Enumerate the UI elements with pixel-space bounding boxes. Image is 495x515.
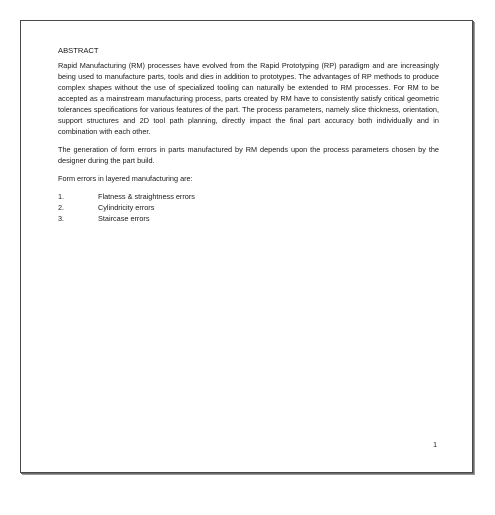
abstract-heading: ABSTRACT bbox=[58, 46, 99, 55]
form-errors-list bbox=[58, 191, 439, 224]
document-page bbox=[20, 20, 473, 473]
list-item-text: Staircase errors bbox=[98, 214, 150, 223]
page-content bbox=[58, 45, 439, 224]
list-item bbox=[58, 191, 439, 202]
list-item bbox=[58, 213, 439, 224]
list-item-text: Cylindricity errors bbox=[98, 203, 155, 212]
abstract-paragraph-2: The generation of form errors in parts manufactured by RM depends upon the process parameters chosen by the designer during the part build. bbox=[58, 145, 439, 165]
abstract-paragraph-1: Rapid Manufacturing (RM) processes have evolved from the Rapid Prototyping (RP) paradigm and are increasingly being used to manufacture parts, tools and dies in addition to prototypes. The advantages of RP methods to produce complex shapes without the use of specialized tooling can naturally be extended to RM processes. For RM to be accepted as a mainstream manufacturing process, parts created by RM have to consistently satisfy critical geometric tolerances specifications for various features of the part. The process parameters, namely slice thickness, orientation, support structures and 2D tool path planning, directly impact the final part accuracy both individually and in combination with each other. bbox=[58, 61, 439, 136]
abstract-paragraph-3: Form errors in layered manufacturing are: bbox=[58, 174, 193, 183]
page-number: 1 bbox=[433, 442, 437, 449]
list-item-number: 2. bbox=[58, 203, 65, 212]
list-item-text: Flatness & straightness errors bbox=[98, 192, 195, 201]
list-item-number: 1. bbox=[58, 192, 65, 201]
list-item-number: 3. bbox=[58, 214, 65, 223]
list-item bbox=[58, 202, 439, 213]
